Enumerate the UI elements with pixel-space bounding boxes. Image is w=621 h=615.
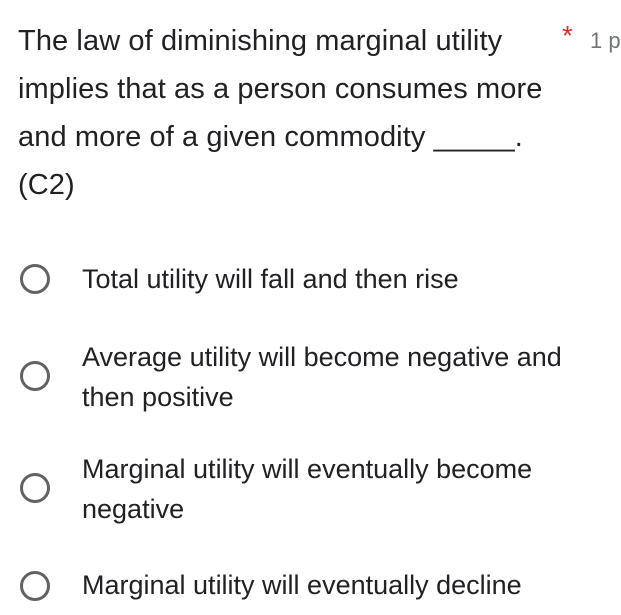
option-label[interactable]: Total utility will fall and then rise xyxy=(82,264,459,294)
option-label[interactable]: Marginal utility will eventually decline xyxy=(82,570,522,600)
question-title: The law of diminishing marginal utility implies that as a person consumes more and more of a given commodity _____. (C2) xyxy=(18,25,543,201)
radio-button[interactable] xyxy=(20,473,50,503)
required-marker: * xyxy=(562,20,573,51)
option-label[interactable]: Marginal utility will eventually become negative xyxy=(82,454,533,524)
radio-button[interactable] xyxy=(20,264,50,294)
points-label: 1 p xyxy=(590,28,621,53)
option-label[interactable]: Average utility will become negative and then positive xyxy=(82,342,562,412)
radio-button[interactable] xyxy=(20,571,50,601)
radio-button[interactable] xyxy=(20,361,50,391)
